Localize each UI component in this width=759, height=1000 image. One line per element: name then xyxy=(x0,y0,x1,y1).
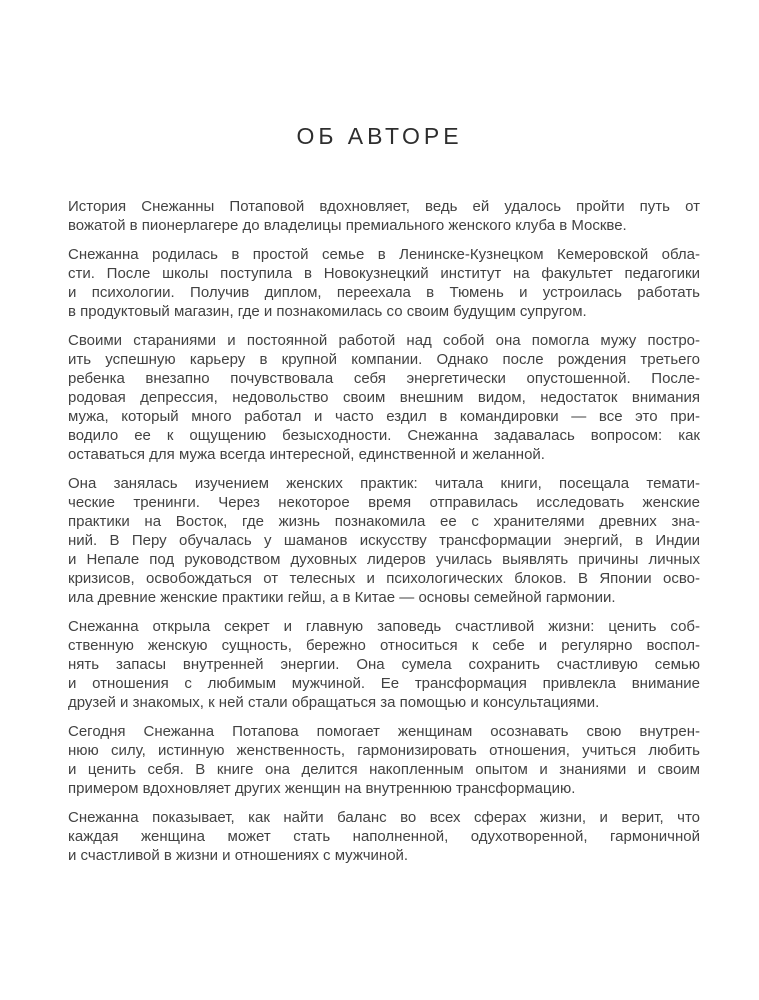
page-title: ОБ АВТОРЕ xyxy=(296,123,463,149)
text-line: и счастливой в жизни и отношениях с мужчиной. xyxy=(68,847,409,864)
text-line: водило ее к ощущению безысходности. Снежанна задавалась вопросом: как xyxy=(68,427,700,444)
paragraph-family xyxy=(68,331,700,464)
text-line: нять запасы внутренней энергии. Она сумела сохранить счастливую семью xyxy=(68,656,700,673)
text-line: Своими стараниями и постоянной работой над собой она помогла мужу постро- xyxy=(68,332,700,349)
text-line: примером вдохновляет других женщин на внутреннюю трансформацию. xyxy=(68,780,576,797)
text-line: сти. После школы поступила в Новокузнецкий институт на факультет педагогики xyxy=(68,265,700,282)
text-line: ственную женскую сущность, бережно относиться к себе и регулярно воспол- xyxy=(68,637,700,654)
text-line: Сегодня Снежанна Потапова помогает женщинам осознавать свою внутрен- xyxy=(68,723,700,740)
text-line: и отношения с любимым мужчиной. Ее трансформация привлекла внимание xyxy=(68,675,700,692)
paragraph-balance xyxy=(68,808,700,865)
text-line: ить успешную карьеру в крупной компании. Однако после рождения третьего xyxy=(68,351,700,368)
text-line: вожатой в пионерлагере до владелицы премиального женского клуба в Москве. xyxy=(68,217,627,234)
text-line: друзей и знакомых, к ней стали обращаться за помощью и консультациями. xyxy=(68,694,600,711)
text-line: и ценить себя. В книге она делится накопленным опытом и знаниями и своим xyxy=(68,761,700,778)
text-line: родовая депрессия, недовольство своим внешним видом, недостаток внимания xyxy=(68,389,700,406)
text-line: кризисов, освобождаться от телесных и психологических блоков. В Японии осво- xyxy=(68,570,700,587)
text-line: Она занялась изучением женских практик: читала книги, посещала темати- xyxy=(68,475,700,492)
text-line: каждая женщина может стать наполненной, одухотворенной, гармоничной xyxy=(68,828,700,845)
text-line: Снежанна показывает, как найти баланс во всех сферах жизни, и верит, что xyxy=(68,809,700,826)
text-line: Снежанна открыла секрет и главную заповедь счастливой жизни: ценить соб- xyxy=(68,618,700,635)
paragraph-secret xyxy=(68,617,700,712)
text-line: ила древние женские практики гейш, а в Китае — основы семейной гармонии. xyxy=(68,589,616,606)
text-line: История Снежанны Потаповой вдохновляет, ведь ей удалось пройти путь от xyxy=(68,198,700,215)
about-author-content xyxy=(68,197,700,875)
text-line: и Непале под руководством духовных лидеров училась выявлять причины личных xyxy=(68,551,700,568)
text-line: нюю силу, истинную женственность, гармонизировать отношения, учиться любить xyxy=(68,742,700,759)
text-line: практики на Восток, где жизнь познакомила ее с хранителями древних зна- xyxy=(68,513,700,530)
text-line: мужа, который много работал и часто ездил в командировки — все это при- xyxy=(68,408,700,425)
text-line: в продуктовый магазин, где и познакомилась со своим будущим супругом. xyxy=(68,303,587,320)
text-line: Снежанна родилась в простой семье в Ленинске-Кузнецком Кемеровской обла- xyxy=(68,246,700,263)
text-line: ческие тренинги. Через некоторое время отправилась исследовать женские xyxy=(68,494,700,511)
text-line: ребенка внезапно почувствовала себя энергетически опустошенной. После- xyxy=(68,370,700,387)
text-line: ний. В Перу обучалась у шаманов искусству трансформации энергий, в Индии xyxy=(68,532,700,549)
paragraph-today xyxy=(68,722,700,798)
paragraph-biography xyxy=(68,245,700,321)
text-line: и психологии. Получив диплом, переехала в Тюмень и устроилась работать xyxy=(68,284,700,301)
paragraph-intro xyxy=(68,197,700,235)
text-line: оставаться для мужа всегда интересной, единственной и желанной. xyxy=(68,446,545,463)
paragraph-practices xyxy=(68,474,700,607)
